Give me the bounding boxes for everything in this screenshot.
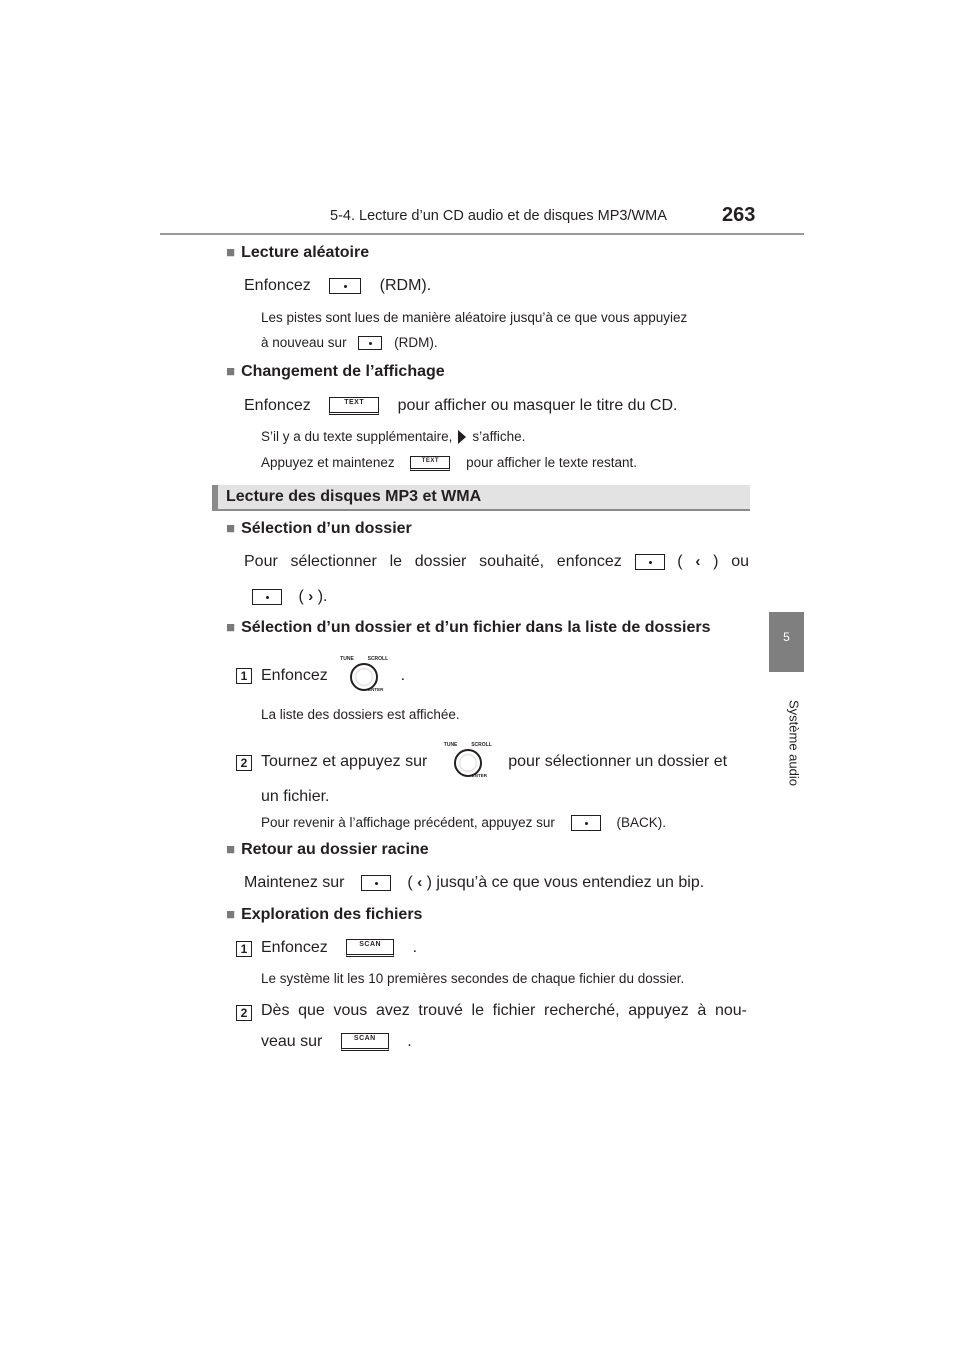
scan-button[interactable]: SCAN <box>346 939 394 957</box>
scan-button[interactable]: SCAN <box>341 1033 389 1051</box>
folder-instruction: Pour sélectionner le dossier souhaité, enfoncez ( ‹ ) ou <box>244 553 750 570</box>
step-number: 2 <box>236 1005 252 1021</box>
heading-list: ■ Sélection d’un dossier et d’un fichier dans la liste de dossiers <box>226 619 711 636</box>
heading-random: ■ Lecture aléatoire <box>226 244 370 261</box>
header-rule <box>160 233 804 235</box>
page-number: 263 <box>722 204 756 226</box>
heading-scan: ■ Exploration des fichiers <box>226 906 423 923</box>
folder-down-button[interactable] <box>635 554 665 570</box>
chevron-left-icon: ‹ <box>417 874 423 891</box>
folder-up-button[interactable] <box>252 589 282 605</box>
scan-step-1: Enfoncez SCAN . <box>261 939 418 957</box>
random-note-1: Les pistes sont lues de manière aléatoire jusqu’à ce que vous appuyiez <box>261 310 688 325</box>
display-note-2: Appuyez et maintenez TEXT pour afficher le texte restant. <box>261 455 637 470</box>
square-bullet-icon: ■ <box>226 841 236 858</box>
list-step-1-note: La liste des dossiers est affichée. <box>261 707 460 722</box>
root-instruction: Maintenez sur ( ‹ ) jusqu’à ce que vous entendiez un bip. <box>244 874 705 891</box>
chapter-tab: 5 <box>769 612 804 672</box>
list-step-2: Tournez et appuyez sur TUNE SCROLL ENTER pour sélectionner un dossier et <box>261 742 727 782</box>
square-bullet-icon: ■ <box>226 244 236 261</box>
random-note-2: à nouveau sur (RDM). <box>261 335 438 350</box>
step-number: 1 <box>236 668 252 684</box>
step-number: 1 <box>236 941 252 957</box>
heading-root: ■ Retour au dossier racine <box>226 841 429 858</box>
heading-display: ■ Changement de l’affichage <box>226 363 445 380</box>
display-note-1: S’il y a du texte supplémentaire, s’affiche. <box>261 429 526 444</box>
rdm-button-small[interactable] <box>358 336 382 350</box>
play-triangle-icon <box>458 430 466 444</box>
chapter-label: Système audio <box>786 700 802 786</box>
random-instruction: Enfoncez (RDM). <box>244 277 432 294</box>
list-step-2-line-2: un fichier. <box>261 788 330 805</box>
section-header-mp3: Lecture des disques MP3 et WMA <box>212 485 750 511</box>
heading-folder: ■ Sélection d’un dossier <box>226 520 412 537</box>
step-number: 2 <box>236 755 252 771</box>
text-button[interactable]: TEXT <box>329 397 379 415</box>
square-bullet-icon: ■ <box>226 906 236 923</box>
tune-scroll-knob[interactable]: TUNE SCROLL ENTER <box>340 656 389 692</box>
chevron-right-icon: › <box>308 588 314 605</box>
square-bullet-icon: ■ <box>226 619 236 636</box>
list-step-2-note: Pour revenir à l’affichage précédent, appuyez sur (BACK). <box>261 815 666 830</box>
text-button-small[interactable]: TEXT <box>410 456 450 471</box>
folder-down-button[interactable] <box>361 875 391 891</box>
square-bullet-icon: ■ <box>226 363 236 380</box>
display-instruction: Enfoncez TEXT pour afficher ou masquer le titre du CD. <box>244 397 678 415</box>
tune-scroll-knob[interactable]: TUNE SCROLL ENTER <box>443 742 492 778</box>
rdm-button[interactable] <box>329 278 361 294</box>
scan-step-2-line-2: veau sur SCAN . <box>261 1033 412 1051</box>
list-step-1: Enfoncez TUNE SCROLL ENTER . <box>261 656 405 696</box>
chevron-left-icon: ‹ <box>695 553 701 570</box>
scan-step-1-note: Le système lit les 10 premières secondes de chaque fichier du dossier. <box>261 971 685 986</box>
folder-instruction-2: ( › ). <box>252 588 327 606</box>
section-title: 5-4. Lecture d’un CD audio et de disques MP3/WMA <box>330 208 667 224</box>
square-bullet-icon: ■ <box>226 520 236 537</box>
back-button[interactable] <box>571 815 601 831</box>
scan-step-2: Dès que vous avez trouvé le fichier recherché, appuyez à nou- <box>261 1002 747 1019</box>
